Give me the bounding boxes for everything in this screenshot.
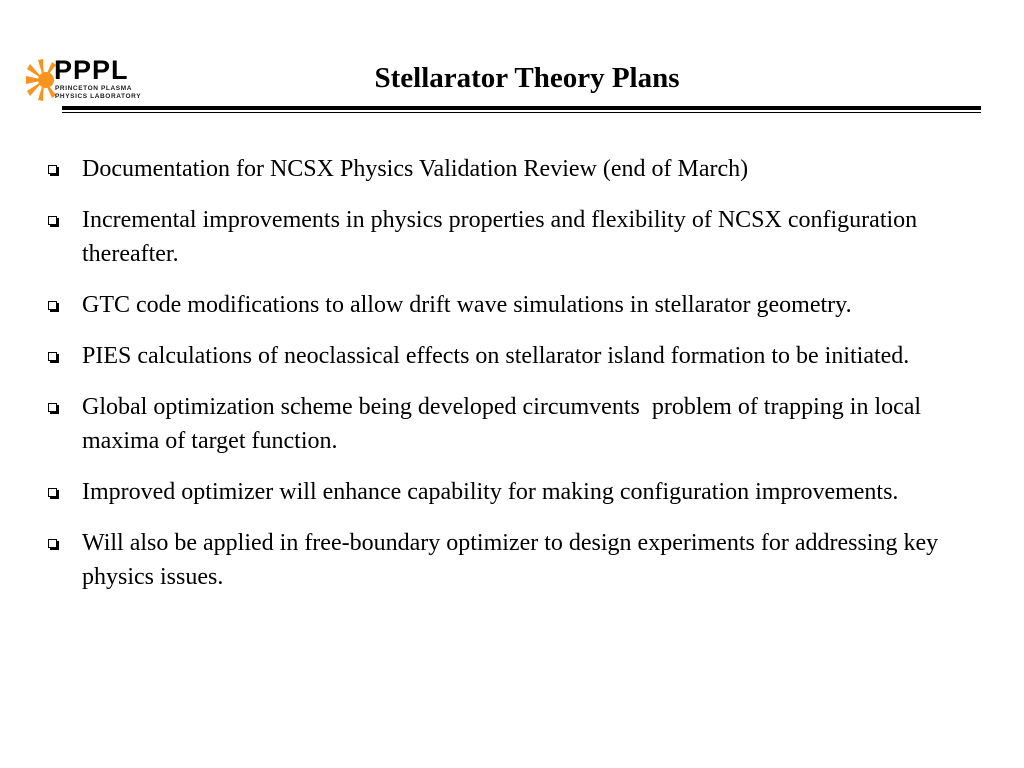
bullet-text: Incremental improvements in physics properties and flexibility of NCSX configuration thereafter.: [82, 207, 924, 267]
title-rule-thin: [62, 112, 981, 113]
logo-subtitle-line2: PHYSICS LABORATORY: [55, 93, 142, 100]
bullet-text: Will also be applied in free-boundary optimizer to design experiments for addressing key physics issues.: [82, 530, 945, 590]
bullet-text: PIES calculations of neoclassical effects on stellarator island formation to be initiated.: [82, 343, 910, 369]
square-bullet-icon: [48, 301, 57, 310]
bullet-text: GTC code modifications to allow drift wave simulations in stellarator geometry.: [82, 292, 852, 318]
bullet-text: Documentation for NCSX Physics Validation Review (end of March): [82, 156, 749, 182]
bullet-item: [48, 526, 968, 594]
square-bullet-icon: [48, 488, 57, 497]
square-bullet-icon: [48, 216, 57, 225]
bullet-item: [48, 152, 968, 186]
bullet-item: [48, 203, 968, 271]
square-bullet-icon: [48, 403, 57, 412]
bullet-item: [48, 475, 968, 509]
bullet-list: [48, 152, 968, 611]
bullet-item: [48, 390, 968, 458]
square-bullet-icon: [48, 352, 57, 361]
bullet-item: [48, 339, 968, 373]
page-title: Stellarator Theory Plans: [374, 62, 680, 94]
bullet-text: Global optimization scheme being developed circumvents problem of trapping in local maxima of target function.: [82, 394, 928, 454]
title-rule-thick: [62, 106, 981, 110]
logo-subtitle-line1: PRINCETON PLASMA: [55, 85, 133, 92]
logo-mark: PPPL: [54, 55, 129, 85]
square-bullet-icon: [48, 539, 57, 548]
square-bullet-icon: [48, 165, 57, 174]
bullet-text: Improved optimizer will enhance capability for making configuration improvements.: [82, 479, 899, 505]
bullet-item: [48, 288, 968, 322]
